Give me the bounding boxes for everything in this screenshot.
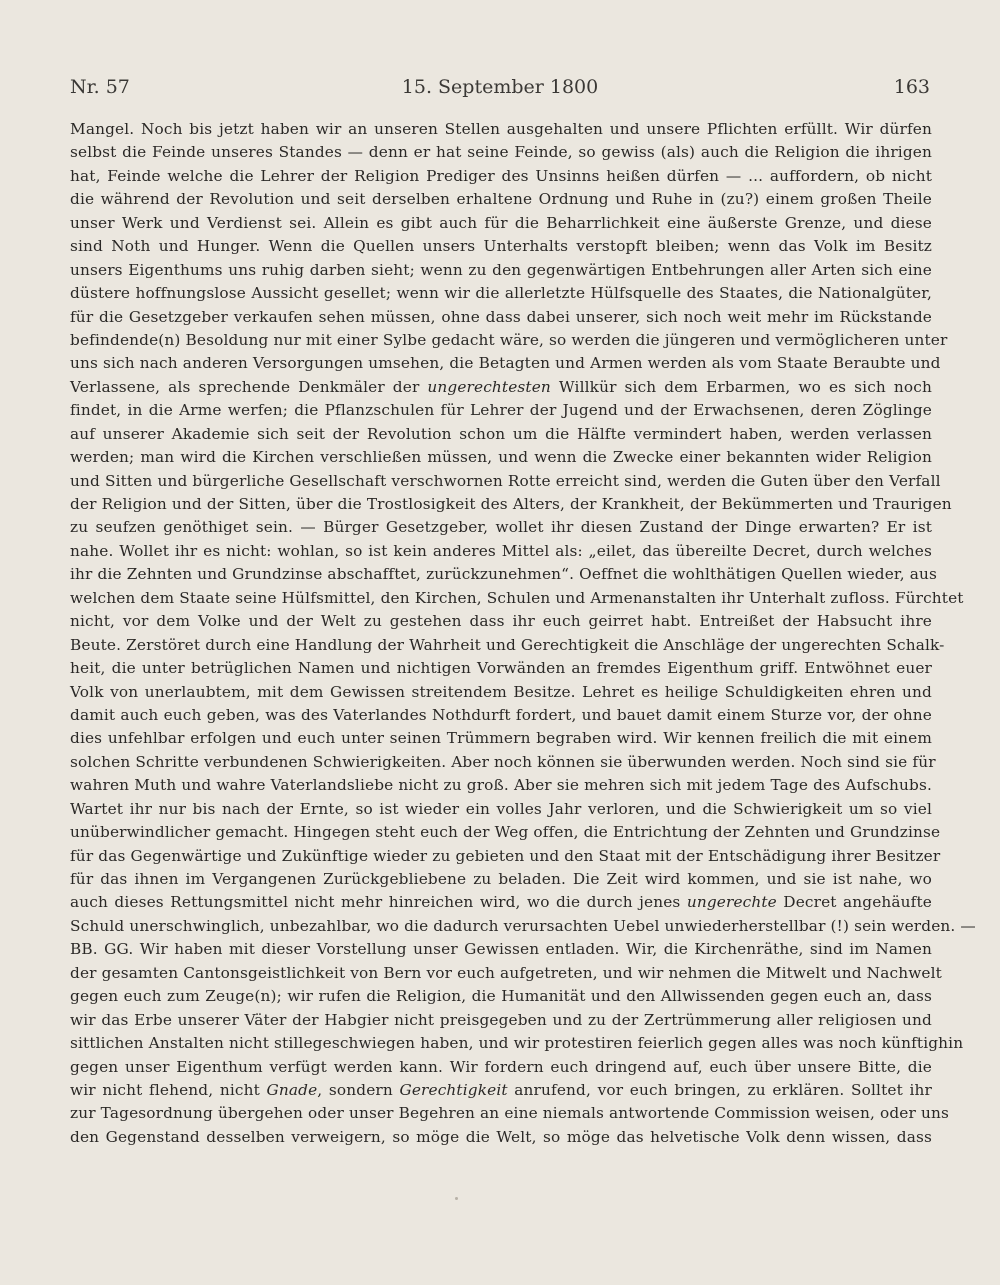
text-segment: düstere hoffnungslose Aussicht gesellet; wenn wir die allerletzte Hülfsquelle des Staates, die Nationalgüter, — [70, 284, 932, 303]
text-line — [70, 1126, 932, 1149]
paper-speck — [455, 1197, 458, 1200]
text-segment: für das ihnen im Vergangenen Zurückgebliebene zu beladen. Die Zeit wird kommen, und sie ist nahe, wo — [70, 870, 932, 888]
text-line — [70, 141, 932, 164]
text-segment: die während der Revolution und seit derselben erhaltene Ordnung und Ruhe in (zu?) einem großen Theile — [70, 190, 932, 209]
text-segment: gegen euch zum Zeuge(n); wir rufen die Religion, die Humanität und den Allwissenden gegen euch an, dass — [70, 987, 932, 1006]
text-line — [70, 118, 932, 141]
issue-date: 15. September 1800 — [401, 76, 599, 98]
text-line — [70, 727, 932, 750]
text-line — [70, 1009, 932, 1032]
text-segment: unser Werk und Verdienst sei. Allein es gibt auch für die Beharrlichkeit eine äußerste Grenze, und diese — [70, 213, 932, 232]
text-line — [70, 165, 932, 188]
text-line — [70, 891, 932, 914]
text-segment: wir nicht flehend, nicht — [70, 1080, 267, 1099]
text-line — [70, 516, 932, 539]
text-line — [70, 329, 948, 352]
text-segment: Beute. Zerstöret durch eine Handlung der Wahrheit und Gerechtigkeit die Anschläge der ungerechten Schalk- — [70, 635, 945, 654]
text-segment: Mangel. Noch bis jetzt haben wir an unseren Stellen ausgehalten und unsere Pflichten erfüllt. Wir dürfen — [70, 120, 932, 138]
text-segment: Schuld unerschwinglich, unbezahlbar, wo die dadurch verursachten Uebel unwiederherstellbar (!) sein werden. — — [70, 916, 976, 935]
text-line — [70, 915, 976, 938]
text-segment: auf unserer Akademie sich seit der Revolution schon um die Hälfte vermindert haben, werden verlassen — [70, 424, 932, 443]
text-segment: unsers Eigenthums uns ruhig darben sieht; wenn zu den gegenwärtigen Entbehrungen aller Arten sich eine — [70, 260, 932, 279]
text-segment: anrufend, vor euch bringen, zu erklären. Solltet ihr — [507, 1080, 932, 1099]
text-segment: zur Tagesordnung übergehen oder unser Begehren an eine niemals antwortende Commission weisen, oder uns — [70, 1104, 949, 1123]
text-segment: für das Gegenwärtige und Zukünftige wieder zu gebieten und den Staat mit der Entschädigung ihrer Besitzer — [70, 846, 941, 865]
text-line — [70, 774, 932, 797]
text-segment: Willkür sich dem Erbarmen, wo es sich noch — [550, 377, 932, 396]
text-line — [70, 352, 941, 375]
text-line — [70, 751, 936, 774]
text-segment: unüberwindlicher gemacht. Hingegen steht euch der Weg offen, die Entrichtung der Zehnten und Grundzinse — [70, 823, 941, 842]
text-line — [70, 1102, 949, 1125]
text-line — [70, 282, 932, 305]
text-segment: sind Noth und Hunger. Wenn die Quellen unsers Unterhalts verstopft bleiben; wenn das Volk im Besitz — [70, 237, 932, 256]
text-line — [70, 423, 932, 446]
text-line — [70, 1056, 932, 1079]
text-segment: nicht, vor dem Volke und der Welt zu gestehen dass ihr euch geirret habt. Entreißet der Habsucht ihre — [70, 612, 932, 631]
text-segment: dies unfehlbar erfolgen und euch unter seinen Trümmern begraben wird. Wir kennen freilich die mit einem — [70, 729, 932, 748]
text-segment: selbst die Feinde unseres Standes — denn er hat seine Feinde, so gewiss (als) auch die Religion die ihrigen — [70, 143, 932, 162]
text-segment: wir das Erbe unserer Väter der Habgier nicht preisgegeben und zu der Zertrümmerung aller religiosen und — [70, 1010, 932, 1029]
text-line — [70, 1079, 932, 1102]
text-line — [70, 938, 932, 961]
text-line — [70, 681, 932, 704]
text-line — [70, 540, 932, 563]
text-segment: für die Gesetzgeber verkaufen sehen müssen, ohne dass dabei unserer, sich noch weit mehr im Rückstande — [70, 307, 932, 326]
body-text — [70, 118, 976, 1149]
text-segment: werden; man wird die Kirchen verschließen müssen, und wenn die Zwecke einer bekannten wider Religion — [70, 448, 932, 467]
text-line — [70, 259, 932, 282]
text-segment: , sondern — [317, 1080, 400, 1099]
italic-emphasis: ungerechtesten — [427, 377, 551, 396]
text-line — [70, 587, 964, 610]
text-line — [70, 470, 941, 493]
text-segment: wahren Muth und wahre Vaterlandsliebe nicht zu groß. Aber sie mehren sich mit jedem Tage des Aufschubs. — [70, 776, 932, 795]
text-line — [70, 962, 942, 985]
text-segment: solchen Schritte verbundenen Schwierigkeiten. Aber noch können sie überwunden werden. Noch sind sie für — [70, 752, 936, 771]
italic-emphasis: Gerechtigkeit — [399, 1080, 508, 1099]
text-line — [70, 821, 941, 844]
text-line — [70, 657, 932, 680]
text-line — [70, 399, 932, 422]
italic-emphasis: Gnade — [266, 1080, 318, 1099]
text-segment: auch dieses Rettungsmittel nicht mehr hinreichen wird, wo die durch jenes — [70, 893, 687, 912]
text-segment: damit auch euch geben, was des Vaterlandes Nothdurft fordert, und bauet damit einem Sturze vor, der ohne — [70, 705, 932, 724]
text-line — [70, 376, 932, 399]
page-header — [70, 76, 930, 104]
text-segment: uns sich nach anderen Versorgungen umsehen, die Betagten und Armen werden als vom Staate Beraubte und — [70, 354, 941, 373]
text-line — [70, 868, 932, 891]
text-segment: welchen dem Staate seine Hülfsmittel, den Kirchen, Schulen und Armenanstalten ihr Unterhalt zufloss. Fürchtet — [70, 588, 964, 607]
text-line — [70, 306, 932, 329]
issue-number: Nr. 57 — [70, 76, 130, 98]
text-line — [70, 845, 941, 868]
text-line — [70, 563, 938, 586]
text-segment: sittlichen Anstalten nicht stillegeschwiegen haben, und wir protestiren feierlich gegen alles was noch künftighin — [70, 1034, 964, 1053]
text-line — [70, 985, 932, 1008]
italic-emphasis: ungerechte — [686, 893, 777, 912]
text-segment: zu seufzen genöthiget sein. — Bürger Gesetzgeber, wollet ihr diesen Zustand der Dinge erwarten? Er ist — [70, 518, 932, 537]
text-line — [70, 212, 932, 235]
text-segment: findet, in die Arme werfen; die Pflanzschulen für Lehrer der Jugend und der Erwachsenen, deren Zöglinge — [70, 401, 932, 420]
text-segment: Wartet ihr nur bis nach der Ernte, so ist wieder ein volles Jahr verloren, und die Schwierigkeit um so viel — [70, 799, 932, 818]
text-segment: hat, Feinde welche die Lehrer der Religion Prediger des Unsinns heißen dürfen — ... auffordern, ob nicht — [70, 166, 932, 185]
text-segment: nahe. Wollet ihr es nicht: wohlan, so ist kein anderes Mittel als: „eilet, das übereilte Decret, durch welches — [70, 541, 932, 560]
text-segment: der gesamten Cantonsgeistlichkeit von Bern vor euch aufgetreten, und wir nehmen die Mitwelt und Nachwelt — [70, 963, 942, 982]
text-line — [70, 634, 945, 657]
text-segment: der Religion und der Sitten, über die Trostlosigkeit des Alters, der Krankheit, der Bekümmerten und Traurigen — [70, 495, 952, 513]
text-line — [70, 704, 932, 727]
text-segment: Decret angehäufte — [776, 893, 932, 912]
text-segment: Volk von unerlaubtem, mit dem Gewissen streitendem Besitze. Lehret es heilige Schuldigkeiten ehren und — [70, 682, 932, 701]
text-line — [70, 188, 932, 211]
text-line — [70, 798, 932, 821]
text-segment: ihr die Zehnten und Grundzinse abschafftet, zurückzunehmen“. Oeffnet die wohlthätigen Quellen wieder, aus — [70, 565, 938, 584]
text-segment: gegen unser Eigenthum verfügt werden kann. Wir fordern euch dringend auf, euch über unsere Bitte, die — [70, 1057, 932, 1076]
text-line — [70, 1032, 964, 1055]
text-segment: heit, die unter betrüglichen Namen und nichtigen Vorwänden an fremdes Eigenthum griff. Entwöhnet euer — [70, 659, 932, 678]
text-segment: BB. GG. Wir haben mit dieser Vorstellung unser Gewissen entladen. Wir, die Kirchenräthe, sind im Namen — [70, 940, 932, 959]
text-segment: Verlassene, als sprechende Denkmäler der — [70, 377, 428, 396]
text-line — [70, 610, 932, 633]
page-number: 163 — [893, 76, 930, 98]
text-segment: den Gegenstand desselben verweigern, so möge die Welt, so möge das helvetische Volk denn wissen, dass — [70, 1127, 932, 1146]
text-segment: befindende(n) Besoldung nur mit einer Sylbe gedacht wäre, so werden die jüngeren und vermöglicheren unter — [70, 330, 948, 349]
text-line — [70, 235, 932, 258]
text-segment: und Sitten und bürgerliche Gesellschaft verschwornen Rotte erreicht sind, werden die Guten über den Verfall — [70, 471, 941, 490]
text-line — [70, 446, 932, 469]
text-line — [70, 493, 952, 516]
